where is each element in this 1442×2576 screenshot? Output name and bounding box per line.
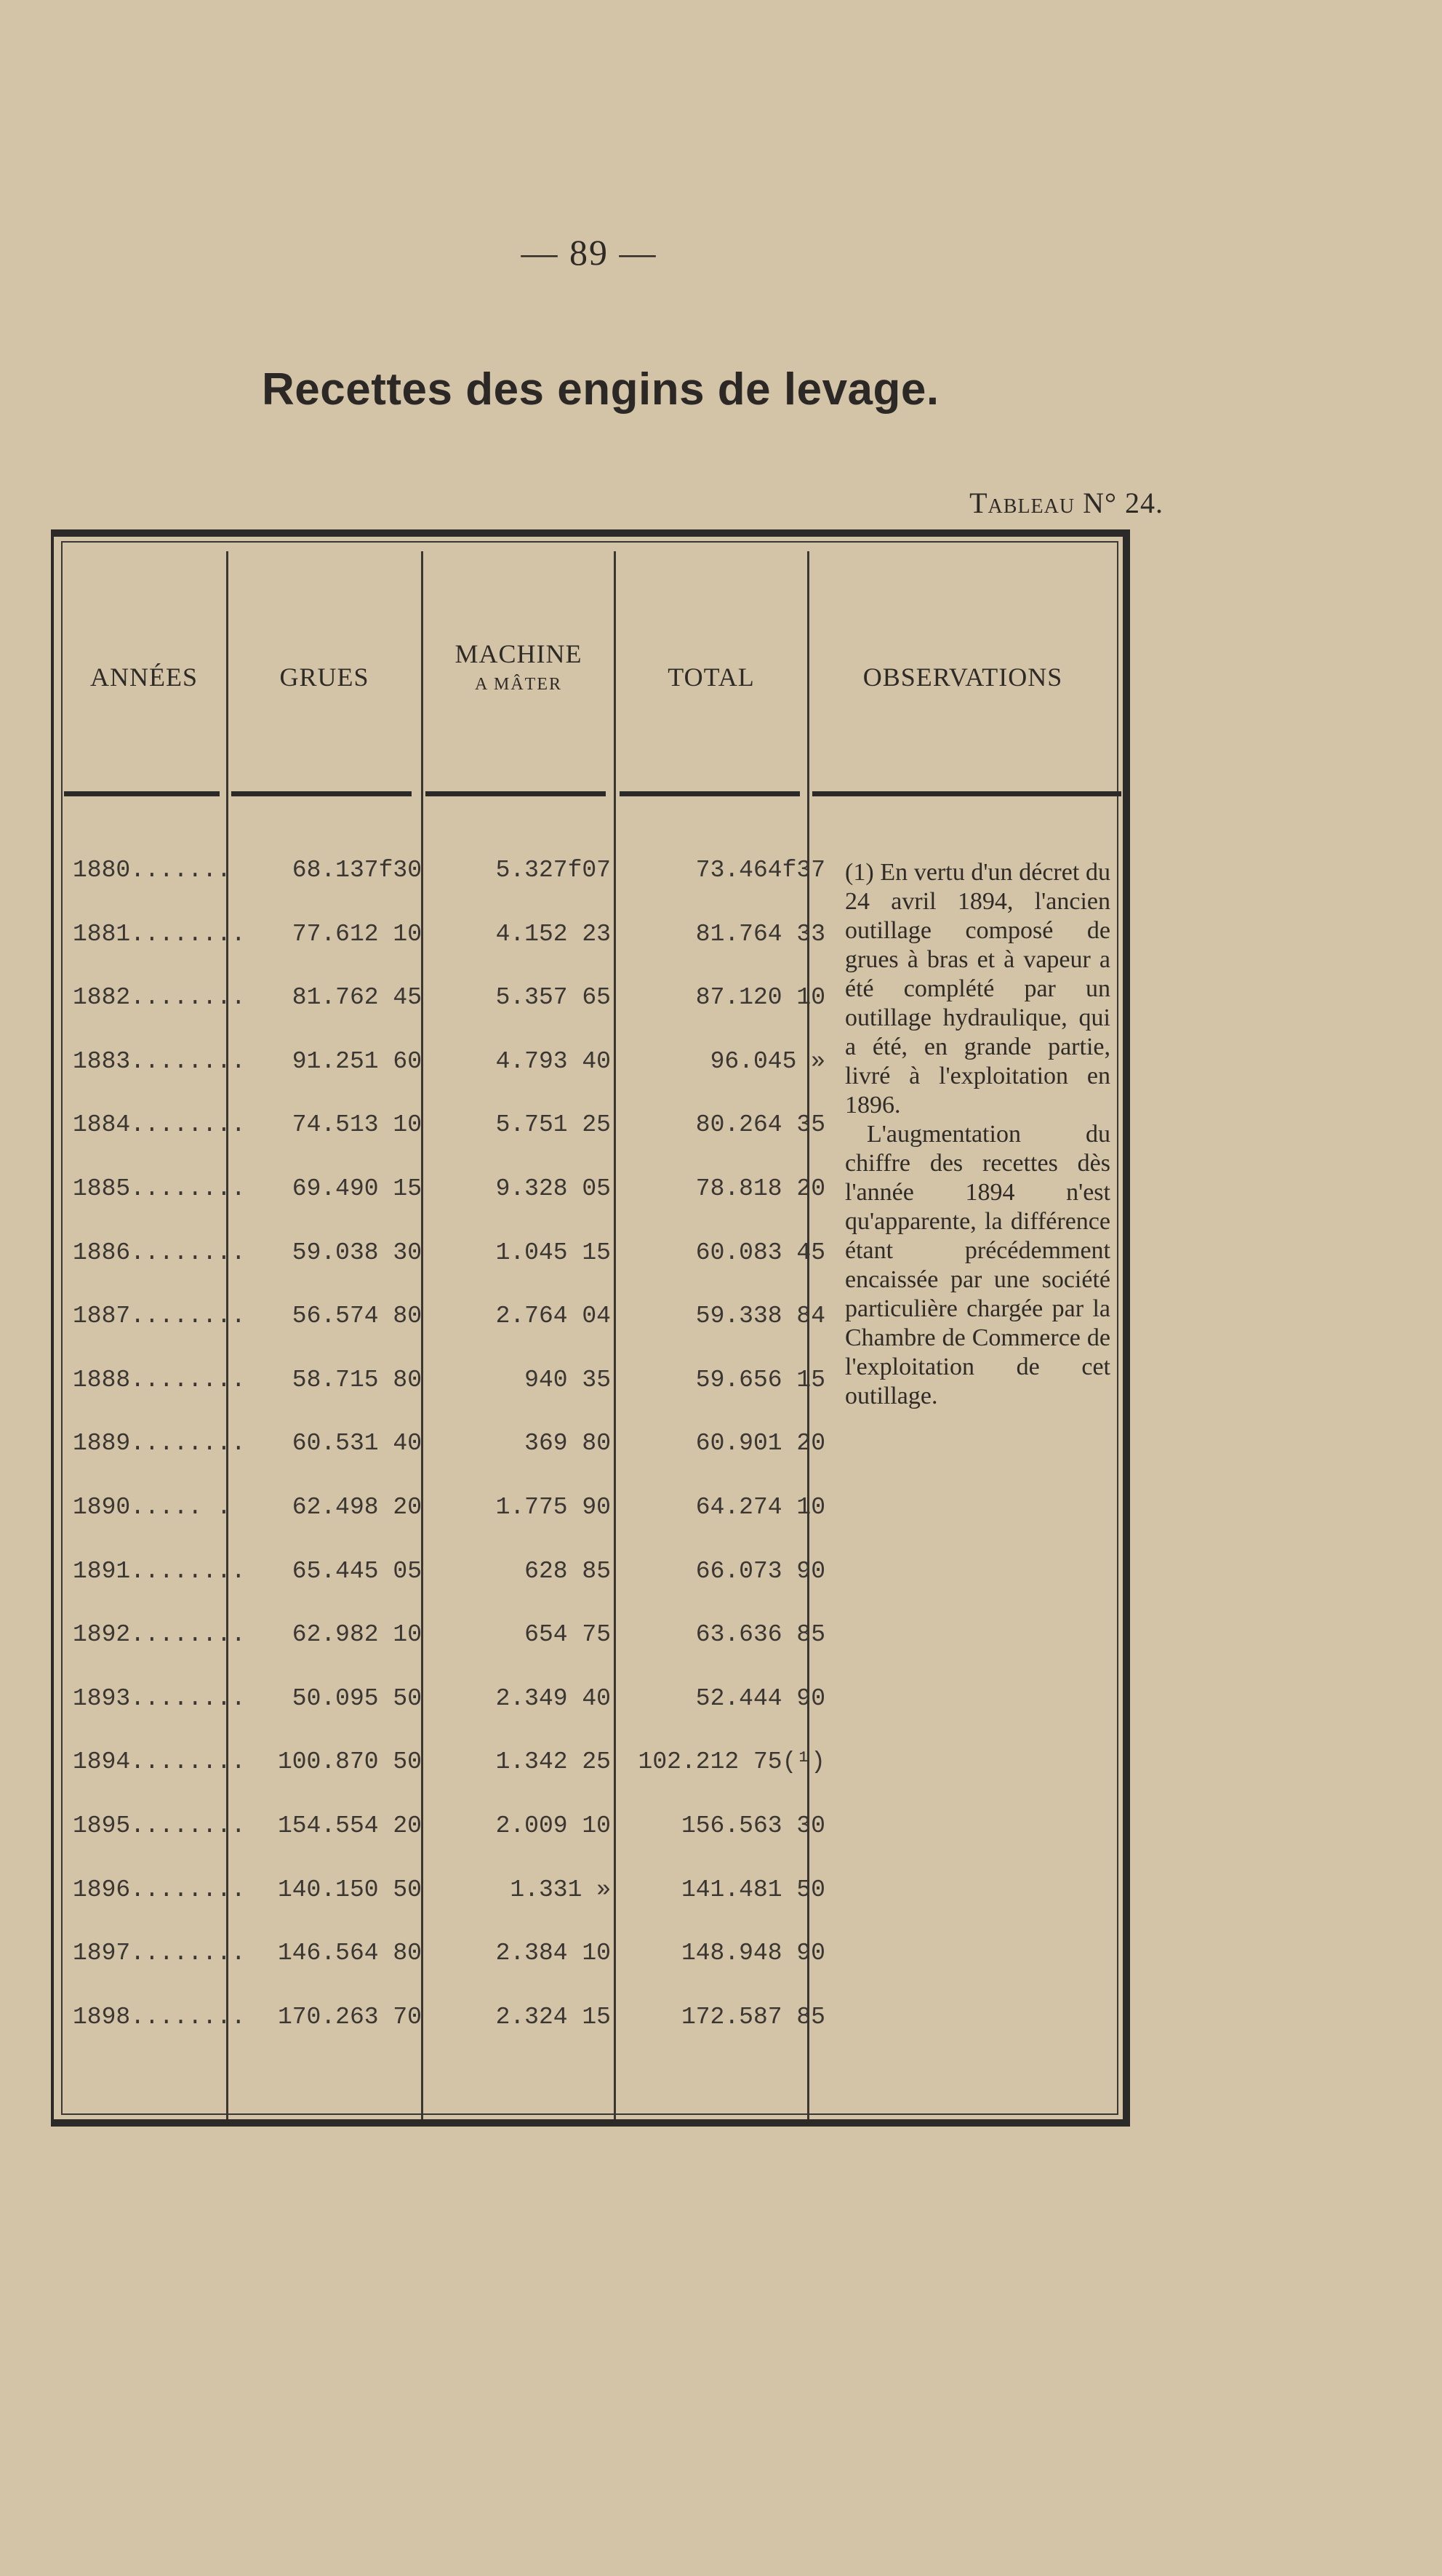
table-row [0,1111,825,1155]
row-grues: 62.982 10 [292,1621,422,1649]
row-year: 1890..... . [73,1494,231,1521]
row-total: 102.212 75(¹) [638,1748,825,1776]
row-year: 1885........ [73,1175,246,1202]
table-row [0,984,825,1028]
table-row [0,920,825,964]
row-machine: 654 75 [524,1621,611,1649]
row-machine: 9.328 05 [495,1175,611,1202]
row-total: 78.818 20 [695,1175,825,1202]
table-row [0,1684,825,1729]
row-machine: 2.349 40 [495,1684,611,1712]
row-grues: 56.574 80 [292,1303,422,1330]
row-total: 148.948 90 [681,1940,825,1967]
row-year: 1891........ [73,1557,246,1585]
row-total: 73.464f37 [695,857,825,884]
row-grues: 81.762 45 [292,984,422,1012]
row-year: 1886........ [73,1239,246,1266]
table-row [0,1239,825,1283]
table-row [0,1876,825,1920]
row-machine: 1.331 » [510,1876,611,1903]
row-machine: 5.751 25 [495,1111,611,1139]
row-machine: 2.324 15 [495,2003,611,2031]
table-row [0,1940,825,1983]
row-year: 1882........ [73,984,246,1012]
row-machine: 2.009 10 [495,1812,611,1839]
row-grues: 68.137f30 [292,857,422,884]
table-row [0,1366,825,1410]
table-row [0,1430,825,1473]
row-year: 1894........ [73,1748,246,1776]
row-machine: 1.342 25 [495,1748,611,1776]
row-year: 1896........ [73,1876,246,1903]
table-row [0,1047,825,1092]
table-row [0,2003,825,2047]
header-rule [231,791,412,796]
row-year: 1897........ [73,1940,246,1967]
row-machine: 2.764 04 [495,1303,611,1330]
row-total: 81.764 33 [695,920,825,948]
header-machine [425,639,612,695]
row-total: 87.120 10 [695,984,825,1012]
row-machine: 628 85 [524,1557,611,1585]
row-machine: 5.357 65 [495,984,611,1012]
row-total: 63.636 85 [695,1621,825,1649]
row-total: 59.656 15 [695,1366,825,1393]
row-year: 1887........ [73,1303,246,1330]
tableau-label: Tableau N° 24. [969,487,1163,519]
row-machine: 4.793 40 [495,1047,611,1075]
row-year: 1893........ [73,1684,246,1712]
header-rule [64,791,220,796]
header-rule [812,791,1121,796]
row-year: 1892........ [73,1621,246,1649]
row-year: 1883........ [73,1047,246,1075]
observations-text [845,858,1110,1411]
row-total: 60.901 20 [695,1430,825,1457]
header-machine-label: MACHINE [454,639,582,668]
row-total: 59.338 84 [695,1303,825,1330]
row-year: 1881........ [73,920,246,948]
row-total: 80.264 35 [695,1111,825,1139]
row-grues: 59.038 30 [292,1239,422,1266]
header-rule [620,791,800,796]
row-grues: 50.095 50 [292,1684,422,1712]
table-row [0,1303,825,1346]
table-row [0,1748,825,1792]
row-year: 1880....... [73,857,231,884]
row-grues: 74.513 10 [292,1111,422,1139]
row-grues: 91.251 60 [292,1047,422,1075]
row-total: 52.444 90 [695,1684,825,1712]
table-row [0,1175,825,1219]
header-annees: ANNÉES [90,663,198,692]
row-grues: 65.445 05 [292,1557,422,1585]
row-year: 1889........ [73,1430,246,1457]
row-year: 1895........ [73,1812,246,1839]
row-grues: 170.263 70 [277,2003,422,2031]
header-machine-sub: A MÂTER [474,675,562,694]
row-grues: 69.490 15 [292,1175,422,1202]
row-machine: 1.775 90 [495,1494,611,1521]
row-year: 1884........ [73,1111,246,1139]
row-grues: 60.531 40 [292,1430,422,1457]
row-machine: 1.045 15 [495,1239,611,1266]
row-grues: 77.612 10 [292,920,422,948]
row-machine: 369 80 [524,1430,611,1457]
row-machine: 5.327f07 [495,857,611,884]
page-number: — 89 — [521,232,657,273]
row-grues: 62.498 20 [292,1494,422,1521]
page-title: Recettes des engins de levage. [262,364,940,415]
header-observations: OBSERVATIONS [862,663,1063,692]
row-total: 64.274 10 [695,1494,825,1521]
header-grues: GRUES [279,663,369,692]
row-grues: 100.870 50 [277,1748,422,1776]
row-machine: 2.384 10 [495,1940,611,1967]
row-total: 66.073 90 [695,1557,825,1585]
row-grues: 58.715 80 [292,1366,422,1393]
table-row [0,1557,825,1601]
row-year: 1888........ [73,1366,246,1393]
row-total: 172.587 85 [681,2003,825,2031]
header-rule [425,791,606,796]
row-machine: 940 35 [524,1366,611,1393]
row-total: 141.481 50 [681,1876,825,1903]
row-total: 60.083 45 [695,1239,825,1266]
row-grues: 154.554 20 [277,1812,422,1839]
row-machine: 4.152 23 [495,920,611,948]
row-year: 1898........ [73,2003,246,2031]
table-row [0,857,825,900]
observation-paragraph: L'augmentation du chiffre des recettes dès l'année 1894 n'est qu'apparente, la différence étant précédemment encaissée par une société particulière chargée par la Chambre de Commerce de l'exploitation de cet outillage. [845,1121,1110,1409]
table-row [0,1621,825,1665]
header-total: TOTAL [668,663,755,692]
row-grues: 140.150 50 [277,1876,422,1903]
table-row [0,1812,825,1856]
observation-paragraph: (1) En vertu d'un décret du 24 avril 1894, l'ancien outillage composé de grues à bras et à vapeur a été complété par un outillage hydraulique, qui a été, en grande partie, livré à l'exploitation en 1896. [845,859,1110,1119]
row-total: 96.045 » [710,1047,825,1075]
row-total: 156.563 30 [681,1812,825,1839]
row-grues: 146.564 80 [277,1940,422,1967]
table-row [0,1494,825,1537]
